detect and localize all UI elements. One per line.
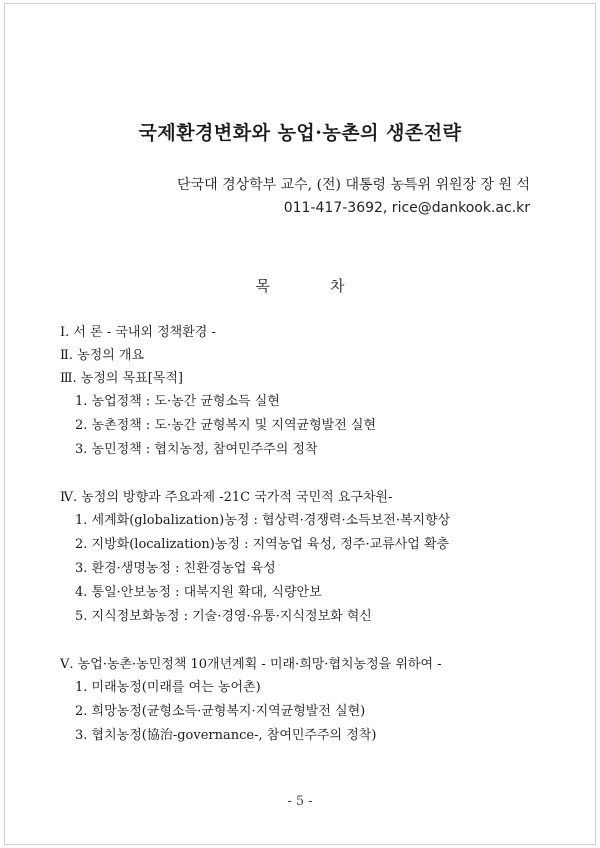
toc-heading-right: 차 [330, 277, 345, 295]
toc-heading [0, 275, 600, 296]
toc-item: 3. 협치농정(協治-governance-, 참여민주주의 정착) [75, 728, 377, 743]
toc-item: 1. 세계화(globalization)농정 : 협상력·경쟁력·소득보전·복지향상 [75, 513, 451, 528]
toc-section-4: Ⅳ. 농정의 방향과 주요과제 -21C 국가적 국민적 요구차원- [60, 490, 393, 505]
toc-item: 4. 통일·안보농정 : 대북지원 확대, 식량안보 [75, 585, 322, 600]
toc-item: 3. 농민정책 : 협치농정, 참여민주주의 정착 [75, 442, 318, 457]
toc-item: 3. 환경·생명농정 : 친환경농업 육성 [75, 561, 276, 576]
table-of-contents [60, 321, 560, 748]
document-title: 국제환경변화와 농업·농촌의 생존전략 [138, 122, 462, 144]
toc-item: 5. 지식정보화농정 : 기술·경영·유통·지식정보화 혁신 [75, 609, 372, 624]
toc-item: 2. 지방화(localization)농정 : 지역농업 육성, 정주·교류사업 확충 [75, 537, 450, 552]
toc-item: 2. 농촌정책 : 도·농간 균형복지 및 지역균형발전 실현 [75, 418, 377, 433]
toc-item: 1. 미래농정(미래를 여는 농어촌) [75, 680, 261, 695]
toc-item: 1. 농업정책 : 도·농간 균형소득 실현 [75, 394, 280, 409]
toc-item: 2. 희망농정(균형소득·균형복지·지역균형발전 실현) [75, 704, 366, 719]
author-line: 단국대 경상학부 교수, (전) 대통령 농특위 위원장 장 원 석 [177, 177, 530, 193]
toc-section-5: Ⅴ. 농업·농촌·농민정책 10개년계획 - 미래·희망·협치농정을 위하여 - [60, 657, 442, 672]
toc-section-1: Ⅰ. 서 론 - 국내외 정책환경 - [60, 325, 216, 340]
toc-section-2: Ⅱ. 농정의 개요 [60, 348, 145, 363]
toc-section-3: Ⅲ. 농정의 목표[목적] [60, 371, 183, 386]
contact-line: 011-417-3692, rice@dankook.ac.kr [283, 200, 530, 216]
page-number: - 5 - [287, 794, 313, 809]
toc-heading-left: 목 [255, 277, 270, 295]
